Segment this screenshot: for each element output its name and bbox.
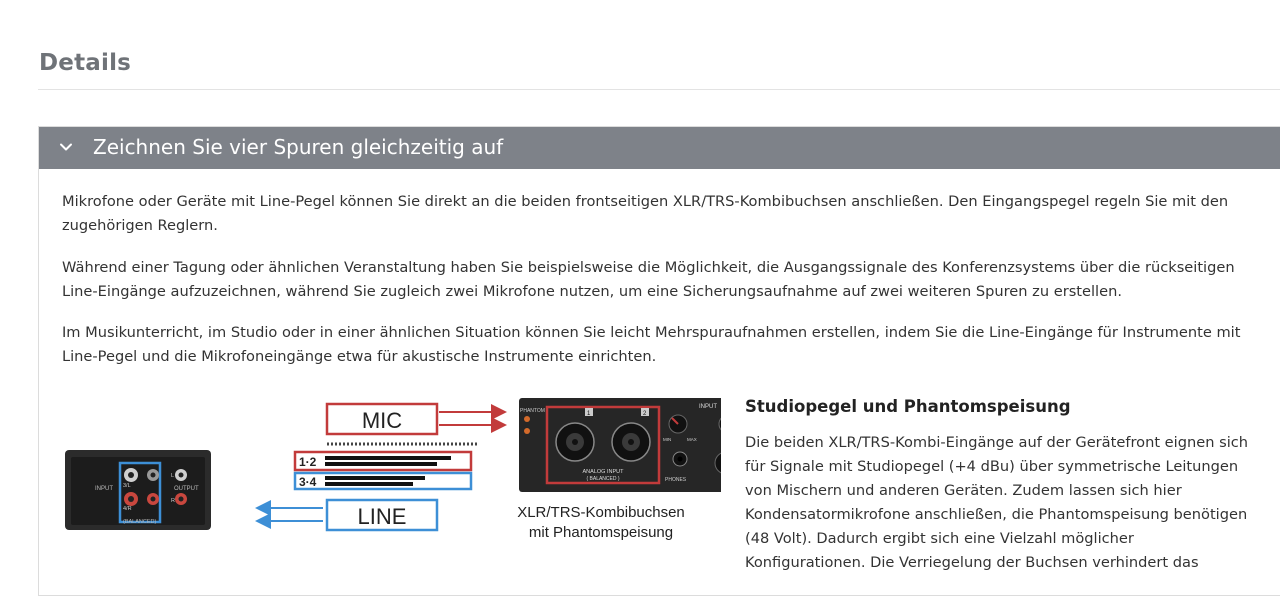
rear-output-label: OUTPUT bbox=[174, 486, 199, 492]
track-12-meter-b bbox=[325, 462, 437, 466]
front-analog-label: ANALOG INPUT bbox=[582, 469, 624, 475]
rear-balanced-label: (BALANCED) bbox=[123, 519, 157, 525]
mic-label: MIC bbox=[361, 408, 403, 433]
track-34-box bbox=[295, 473, 471, 489]
connection-diagram bbox=[61, 397, 721, 572]
accordion-header[interactable] bbox=[39, 127, 1280, 169]
track-34-label: 3·4 bbox=[299, 475, 317, 489]
track-12-label: 1·2 bbox=[299, 455, 317, 469]
rear-r-label: R bbox=[171, 498, 175, 504]
accordion-panel bbox=[38, 126, 1280, 596]
front-max-label: MAX bbox=[687, 437, 697, 442]
rear-ch-3l-label: 3/L bbox=[123, 483, 131, 489]
front-input-label: INPUT bbox=[699, 404, 717, 410]
section-title: Details bbox=[39, 50, 132, 76]
front-phones-label: PHONES bbox=[665, 477, 687, 483]
track-12-meter-a bbox=[325, 456, 451, 460]
track-34-meter-a bbox=[325, 476, 425, 480]
line-label: LINE bbox=[357, 504, 407, 529]
front-ch1-label: 1 bbox=[587, 411, 591, 417]
track-34-meter-b bbox=[325, 482, 413, 486]
front-phantom-label: PHANTOM bbox=[520, 408, 545, 414]
paragraph-3: Im Musikunterricht, im Studio oder in einer ähnlichen Situation können Sie leicht Mehrspuraufnahmen erstellen, indem Sie die Line-Eingänge für Instrumente mit Line-Pegel und die Mikrofoneingänge etwa für akustische Instrumente einrichten. bbox=[62, 324, 1241, 365]
figure-caption-line1: XLR/TRS-Kombibuchsen bbox=[517, 504, 685, 521]
front-min-label: MIN bbox=[663, 437, 672, 442]
track-12-box bbox=[295, 452, 471, 470]
rear-ch-4r-label: 4/R bbox=[123, 506, 132, 512]
front-ch2-label: 2 bbox=[643, 411, 647, 417]
accordion-title: Zeichnen Sie vier Spuren gleichzeitig auf bbox=[93, 135, 504, 159]
paragraph-2: Während einer Tagung oder ähnlichen Veranstaltung haben Sie beispielsweise die Möglichkeit, die Ausgangssignale des Konferenzsystems über die rückseitigen Line-Eingänge aufzuzeichnen, während Sie zugleich zwei Mikrofone nutzen, um eine Sicherungsaufnahme auf zwei weiteren Spuren zu erstellen. bbox=[62, 259, 1235, 300]
paragraph-1: Mikrofone oder Geräte mit Line-Pegel können Sie direkt an die beiden frontseitigen XLR/TRS-Kombibuchsen anschließen. Den Eingangspegel regeln Sie mit den zugehörigen Reglern. bbox=[62, 193, 1229, 234]
section-divider bbox=[38, 89, 1280, 90]
front-panel-image bbox=[519, 398, 721, 492]
chevron-down-icon bbox=[59, 140, 73, 154]
rear-panel-image bbox=[65, 450, 211, 530]
rear-l-label: L bbox=[171, 473, 175, 479]
front-balanced-label: ( BALANCED ) bbox=[586, 476, 620, 482]
figure-caption-line2: mit Phantomspeisung bbox=[528, 524, 674, 541]
rear-input-label: INPUT bbox=[95, 486, 113, 492]
side-text: Die beiden XLR/TRS-Kombi-Eingänge auf der Gerätefront eignen sich für Signale mit Studiopegel (+4 dBu) über symmetrische Leitungen von Mischern und anderen Geräten. Zudem lassen sich hier Kondensatormikrofone anschließen, die Phantomspeisung benötigen (48 Volt). Dadurch ergibt sich eine Vielzahl möglicher Konfigurationen. Die Verriegelung der Buchsen verhindert das bbox=[745, 434, 1249, 571]
side-title: Studiopegel und Phantomspeisung bbox=[745, 397, 1071, 416]
